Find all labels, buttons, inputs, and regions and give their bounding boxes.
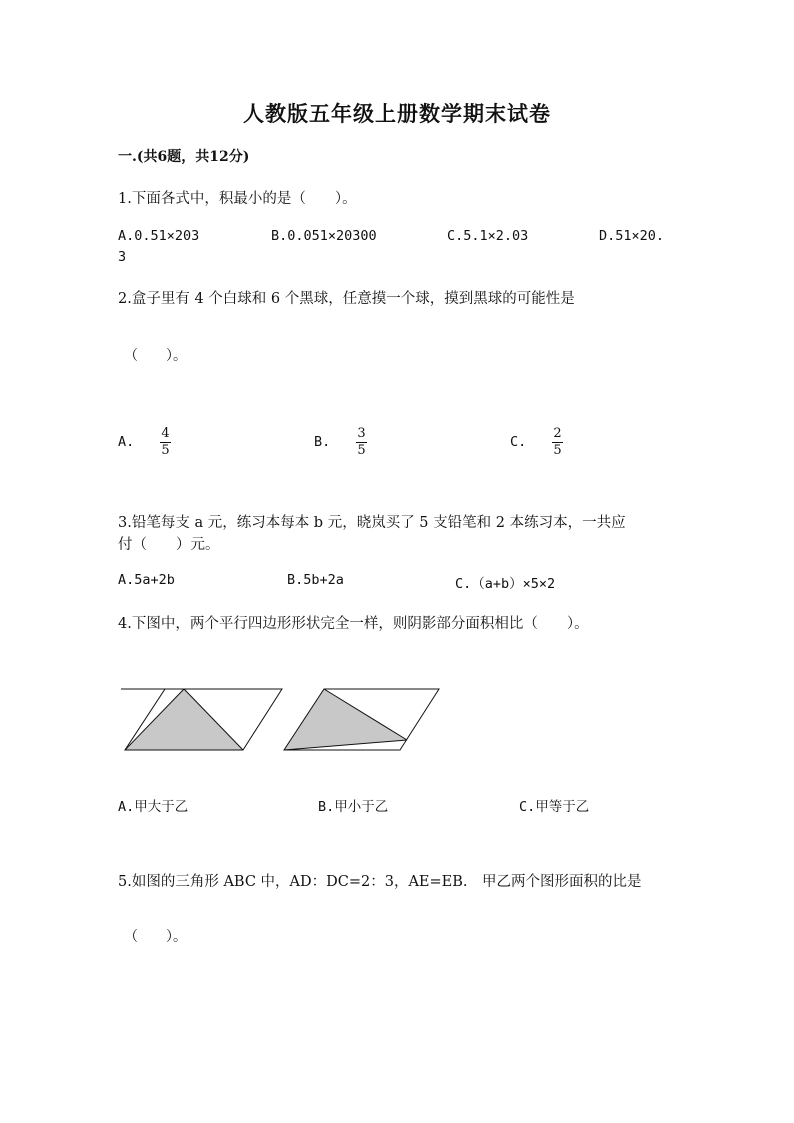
- q4-option-a: A.甲大于乙: [118, 799, 189, 815]
- fraction-numerator: 2: [553, 426, 562, 441]
- fraction-numerator: 3: [357, 426, 366, 441]
- q1-option-a: A.0.51×203: [118, 228, 200, 244]
- parallelogram-jia: [125, 689, 282, 750]
- shaded-triangle-yi: [284, 689, 407, 750]
- fraction-numerator: 4: [161, 426, 170, 441]
- page-title: 人教版五年级上册数学期末试卷: [243, 101, 551, 126]
- q2-option-c-label: C.: [510, 434, 527, 450]
- question-3-line-2: 付（ ）元。: [118, 537, 220, 553]
- q4-option-c: C.甲等于乙: [519, 799, 590, 815]
- question-5-text: 5.如图的三角形 ABC 中，AD：DC=2：3，AE=EB. 甲乙两个图形面积的比是: [118, 874, 642, 890]
- q1-option-d-wrap: 3: [118, 249, 127, 265]
- section-heading: 一.(共6题，共12分): [118, 149, 250, 165]
- triangle-edge-right: [184, 689, 243, 750]
- q4-option-b: B.甲小于乙: [318, 799, 389, 815]
- question-5-answer-blank: （ ）。: [124, 929, 187, 945]
- q1-option-d: D.51×20.: [599, 228, 665, 244]
- q2-option-b-label: B.: [314, 434, 331, 450]
- fraction-denominator: 5: [357, 443, 366, 458]
- question-2-text: 2.盒子里有 4 个白球和 6 个黑球，任意摸一个球，摸到黑球的可能性是: [118, 291, 575, 307]
- question-2-answer-blank: （ ）。: [124, 348, 187, 364]
- q3-option-a: A.5a+2b: [118, 572, 175, 588]
- question-1-text: 1.下面各式中，积最小的是（ ）。: [118, 191, 357, 207]
- q3-option-c: C.（a+b）×5×2: [455, 576, 556, 592]
- triangle-edge-lower: [284, 740, 407, 750]
- question-4-text: 4.下图中，两个平行四边形形状完全一样，则阴影部分面积相比（ ）。: [118, 616, 589, 632]
- fraction-denominator: 5: [161, 443, 170, 458]
- q2-option-a-fraction: [160, 427, 171, 458]
- fraction-denominator: 5: [553, 443, 562, 458]
- triangle-edge-left: [125, 689, 184, 750]
- q3-option-b: B.5b+2a: [287, 572, 344, 588]
- q2-option-b-fraction: [356, 427, 367, 458]
- triangle-edge-upper: [324, 689, 407, 740]
- parallelogram-yi: [284, 689, 439, 750]
- q2-option-c-fraction: [552, 427, 563, 458]
- q1-option-c: C.5.1×2.03: [447, 228, 529, 244]
- q1-option-b: B.0.051×20300: [271, 228, 377, 244]
- question-3-line-1: 3.铅笔每支 a 元，练习本每本 b 元，晓岚买了 5 支铅笔和 2 本练习本，一共应: [118, 515, 626, 531]
- shaded-triangle-jia: [125, 689, 243, 750]
- q2-option-a-label: A.: [118, 434, 135, 450]
